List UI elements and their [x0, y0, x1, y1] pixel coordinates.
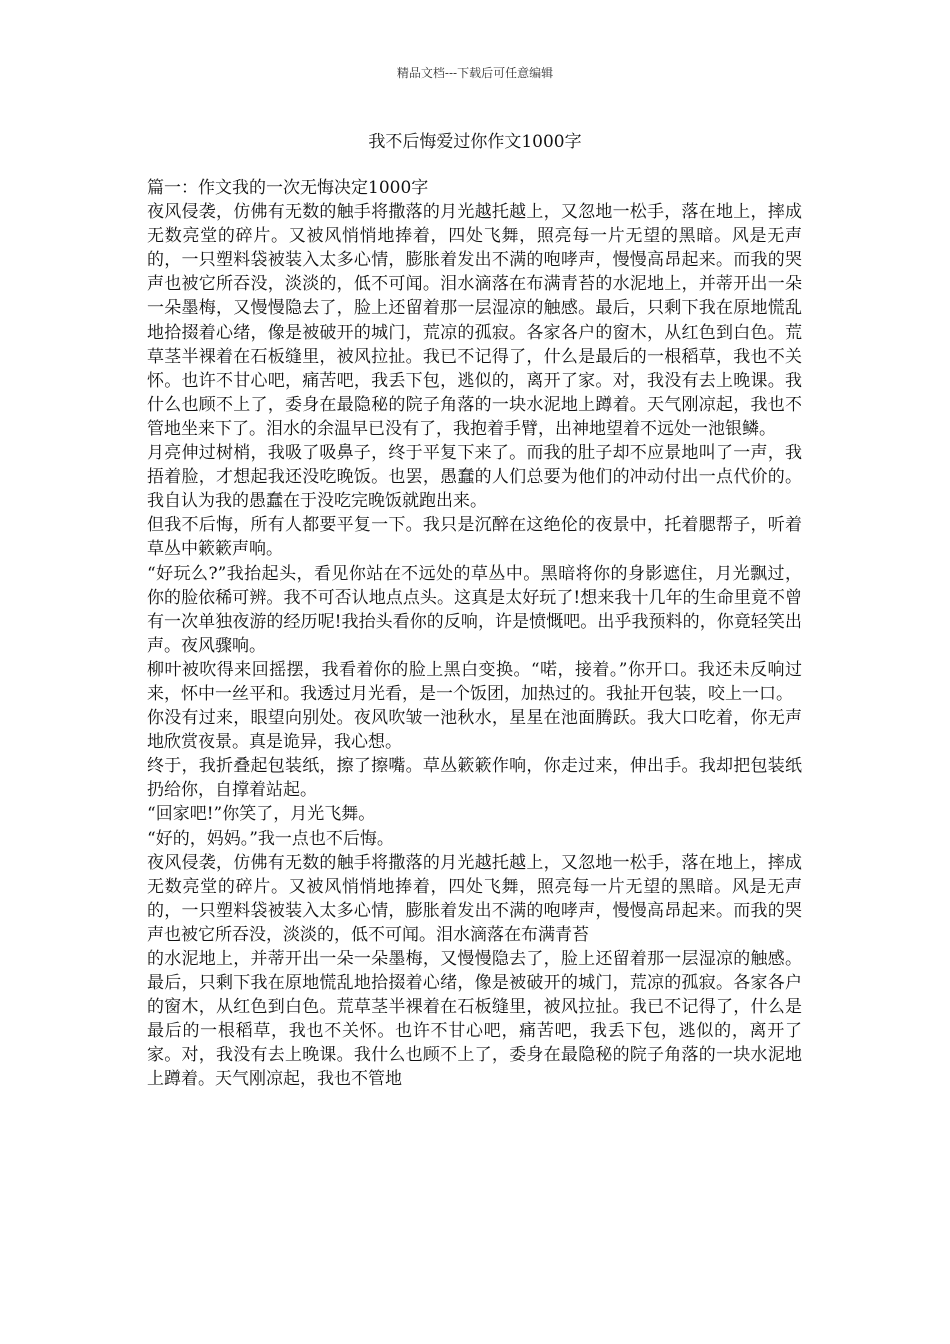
body-paragraph: 柳叶被吹得来回摇摆，我看着你的脸上黑白变换。“喏，接着。”你开口。我还未反响过来，怀中一丝平和。我透过月光看，是一个饭团，加热过的。我扯开包装，咬上一口。 — [147, 659, 802, 704]
body-paragraph: 终于，我折叠起包装纸，擦了擦嘴。草丛簌簌作响，你走过来，伸出手。我却把包装纸扔给你，自撑着站起。 — [147, 756, 802, 801]
body-paragraph: “好的，妈妈。”我一点也不后悔。 — [147, 828, 394, 849]
body-paragraph: 月亮伸过树梢，我吸了吸鼻子，终于平复下来了。而我的肚子却不应景地叫了一声，我捂着脸，才想起我还没吃晚饭。也罢，愚蠢的人们总要为他们的冲动付出一点代价的。我自认为我的愚蠢在于没吃完晚饭就跑出来。 — [147, 443, 802, 512]
body-paragraph: 你没有过来，眼望向别处。夜风吹皱一池秋水，星星在池面腾跃。我大口吃着，你无声地欣赏夜景。真是诡异，我心想。 — [147, 708, 802, 753]
page-header: 精品文档---下载后可任意编辑 — [396, 66, 554, 80]
document-body — [147, 176, 802, 1092]
body-paragraph: 夜风侵袭，仿佛有无数的触手将撒落的月光越托越上，又忽地一松手，落在地上，摔成无数亮堂的碎片。又被风悄悄地捧着，四处飞舞，照亮每一片无望的黑暗。风是无声的，一只塑料袋被装入太多心情，膨胀着发出不满的咆哮声，慢慢高昂起来。而我的哭声也被它所吞没，淡淡的，低不可闻。泪水滴落在布满青苔 — [147, 852, 802, 945]
body-paragraph: “回家吧!”你笑了，月光飞舞。 — [147, 804, 376, 825]
document-title: 我不后悔爱过你作文1000字 — [368, 132, 582, 152]
body-paragraph: “好玩么?”我抬起头，看见你站在不远处的草丛中。黑暗将你的身影遮住，月光飘过，你的脸依稀可辨。我不可否认地点点头。这真是太好玩了!想来我十几年的生命里竟不曾有一次单独夜游的经历呢!我抬头看你的反响，许是愤慨吧。出乎我预料的，你竟轻笑出声。夜风骤响。 — [147, 563, 802, 656]
body-paragraph: 但我不后悔，所有人都要平复一下。我只是沉醉在这绝伦的夜景中，托着腮帮子，听着草丛中簌簌声响。 — [147, 515, 802, 560]
subtitle-paragraph: 篇一：作文我的一次无悔决定1000字 — [147, 178, 429, 198]
body-paragraph: 的水泥地上，并蒂开出一朵一朵墨梅，又慢慢隐去了，脸上还留着那一层湿凉的触感。最后，只剩下我在原地慌乱地拾掇着心绪，像是被破开的城门，荒凉的孤寂。各家各户的窗木，从红色到白色。荒草茎半裸着在石板缝里，被风拉扯。我已不记得了，什么是最后的一根稻草，我也不关怀。也许不甘心吧，痛苦吧，我丢下包，逃似的，离开了家。对，我没有去上晚课。我什么也顾不上了，委身在最隐秘的院子角落的一块水泥地上蹲着。天气刚凉起，我也不管地 — [147, 949, 802, 1090]
body-paragraph: 夜风侵袭，仿佛有无数的触手将撒落的月光越托越上，又忽地一松手，落在地上，摔成无数亮堂的碎片。又被风悄悄地捧着，四处飞舞，照亮每一片无望的黑暗。风是无声的，一只塑料袋被装入太多心情，膨胀着发出不满的咆哮声，慢慢高昂起来。而我的哭声也被它所吞没，淡淡的，低不可闻。泪水滴落在布满青苔的水泥地上，并蒂开出一朵一朵墨梅，又慢慢隐去了，脸上还留着那一层湿凉的触感。最后，只剩下我在原地慌乱地拾掇着心绪，像是被破开的城门，荒凉的孤寂。各家各户的窗木，从红色到白色。荒草茎半裸着在石板缝里，被风拉扯。我已不记得了，什么是最后的一根稻草，我也不关怀。也许不甘心吧，痛苦吧，我丢下包，逃似的，离开了家。对，我没有去上晚课。我什么也顾不上了，委身在最隐秘的院子角落的一块水泥地上蹲着。天气刚凉起，我也不管地坐来下了。泪水的余温早已没有了，我抱着手臂，出神地望着不远处一池银鳞。 — [147, 202, 802, 439]
